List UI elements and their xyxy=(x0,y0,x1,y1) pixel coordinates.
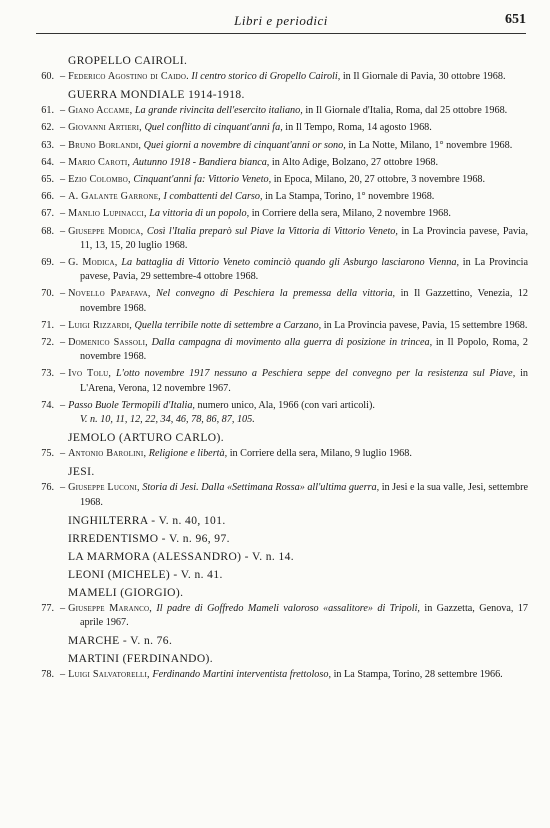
section-heading: MAMELI (GIORGIO). xyxy=(68,586,184,599)
bibliography-list xyxy=(34,50,528,685)
entry-publication: in La Stampa, Torino, 1° novembre 1968. xyxy=(265,191,435,203)
bibliography-entry xyxy=(34,173,528,187)
entry-author: Luigi Rizzardi, xyxy=(68,319,132,331)
entry-dash: – xyxy=(60,139,66,151)
bibliography-entry xyxy=(34,190,528,204)
entry-author: Giuseppe Modica, xyxy=(68,225,144,237)
entry-title: Cinquant'anni fa: Vittorio Veneto, xyxy=(133,174,272,186)
page-number: 651 xyxy=(505,12,526,27)
entry-dash: – xyxy=(60,669,66,681)
entry-number: 71. xyxy=(41,319,54,331)
bibliography-entry xyxy=(34,256,528,284)
entry-dash: – xyxy=(60,174,66,186)
entry-dash: – xyxy=(60,602,66,614)
entry-author: Mario Caroti, xyxy=(68,156,131,168)
entry-title: Dalla campagna di movimento alla guerra di posizione in trincea, xyxy=(151,337,433,349)
entry-title: Quel conflitto di cinquant'anni fa, xyxy=(144,122,283,134)
entry-author: A. Galante Garrone, xyxy=(68,191,161,203)
bibliography-entry xyxy=(34,121,528,135)
entry-dash: – xyxy=(60,288,66,300)
bibliography-entry xyxy=(34,156,528,170)
entry-author: Giano Accame, xyxy=(68,105,133,117)
entry-title: Ferdinando Martini interventista frettoloso, xyxy=(152,669,332,681)
entry-publication: in Alto Adige, Bolzano, 27 ottobre 1968. xyxy=(271,156,439,168)
bibliography-entry xyxy=(34,225,528,253)
bibliography-entry xyxy=(34,70,528,84)
section-heading: JEMOLO (ARTURO CARLO). xyxy=(68,432,225,445)
section-heading: GROPELLO CAIROLI. xyxy=(68,55,188,67)
entry-publication: in Il Tempo, Roma, 14 agosto 1968. xyxy=(285,122,432,134)
entry-author: Bruno Borlandi, xyxy=(68,139,142,151)
entry-author: Antonio Barolini, xyxy=(68,448,147,460)
bibliography-entry xyxy=(34,367,528,395)
entry-number: 62. xyxy=(41,122,54,134)
entry-publication: numero unico, Ala, 1966 (con vari articoli). xyxy=(197,399,375,411)
entry-number: 75. xyxy=(41,448,54,460)
bibliography-entry xyxy=(34,668,528,682)
entry-dash: – xyxy=(60,319,66,331)
section-heading: MARCHE - V. n. 76. xyxy=(68,635,173,648)
entry-dash: – xyxy=(60,191,66,203)
entry-number: 69. xyxy=(41,257,54,269)
section-heading: LA MARMORA (ALESSANDRO) - V. n. 14. xyxy=(68,550,295,563)
entry-publication: in Il Giornale di Pavia, 30 ottobre 1968. xyxy=(342,71,506,82)
entry-number: 73. xyxy=(41,368,54,380)
entry-dash: – xyxy=(60,156,66,168)
bibliography-entry xyxy=(34,602,528,630)
entry-title: Il centro storico di Gropello Cairoli, xyxy=(191,71,341,82)
entry-number: 74. xyxy=(41,399,54,411)
entry-dash: – xyxy=(60,257,66,269)
entry-author: Ezio Colombo, xyxy=(68,174,131,186)
bibliography-entry xyxy=(34,139,528,153)
entry-title: Nel convegno di Peschiera la premessa della vittoria, xyxy=(156,288,396,300)
entry-title: Religione e libertà, xyxy=(148,448,228,460)
entry-title: Quei giorni a novembre di cinquant'anni or sono, xyxy=(143,139,346,151)
entry-author: Luigi Salvatorelli, xyxy=(68,669,150,681)
entry-number: 68. xyxy=(41,225,54,237)
running-head-title: Libri e periodici xyxy=(234,13,328,28)
entry-dash: – xyxy=(60,368,66,380)
bibliography-entry xyxy=(34,447,528,461)
entry-dash: – xyxy=(60,482,66,494)
entry-dash: – xyxy=(60,71,66,82)
entry-title: La battaglia di Vittorio Veneto cominciò quando gli Asburgo lasciarono Vienna, xyxy=(121,257,459,269)
bibliography-entry xyxy=(34,319,528,333)
entry-title: Così l'Italia preparò sul Piave la Vittoria di Vittorio Veneto, xyxy=(146,225,398,237)
entry-title: Il padre di Goffredo Mameli valoroso «assalitore» di Tripoli, xyxy=(156,602,420,614)
entry-author: Giovanni Artieri, xyxy=(68,122,142,134)
entry-number: 70. xyxy=(41,288,54,300)
entry-publication: in Corriere della sera, Milano, 2 novembre 1968. xyxy=(251,208,451,220)
entry-dash: – xyxy=(60,122,66,134)
entry-title: La grande rivincita dell'esercito italiano, xyxy=(134,105,303,117)
bibliography-entry xyxy=(34,287,528,315)
entry-title: Storia di Jesi. Dalla «Settimana Rossa» all'ultima guerra, xyxy=(142,482,380,494)
running-head xyxy=(36,11,526,34)
entry-title: Autunno 1918 - Bandiera bianca, xyxy=(132,156,270,168)
entry-number: 72. xyxy=(41,337,54,349)
entry-author: Domenico Sassoli, xyxy=(68,337,148,349)
entry-title: I combattenti del Carso, xyxy=(163,191,263,203)
bibliography-entry xyxy=(34,481,528,509)
section-heading: JESI. xyxy=(68,466,95,479)
entry-publication: in La Stampa, Torino, 28 settembre 1966. xyxy=(333,669,503,681)
entry-publication: in Il Giornale d'Italia, Roma, dal 25 ottobre 1968. xyxy=(305,105,508,117)
section-heading: INGHILTERRA - V. n. 40, 101. xyxy=(68,514,226,527)
entry-author: Novello Papafava, xyxy=(68,288,151,300)
entry-publication: in Jesi e la sua valle, Jesi, settembre 1968. xyxy=(80,482,529,508)
entry-title: La vittoria di un popolo, xyxy=(149,208,250,220)
entry-publication: in Il Gazzettino, Venezia, 12 novembre 1968. xyxy=(80,288,529,314)
entry-number: 65. xyxy=(41,174,54,186)
entry-publication: in La Provincia pavese, Pavia, 11, 13, 15, 20 luglio 1968. xyxy=(80,225,528,251)
section-heading: GUERRA MONDIALE 1914-1918. xyxy=(68,89,245,102)
entry-number: 76. xyxy=(41,482,54,494)
entry-number: 61. xyxy=(41,105,54,117)
entry-author: Federico Agostino di Caido. xyxy=(68,71,189,82)
entry-publication: in Corriere della sera, Milano, 9 luglio 1968. xyxy=(229,448,412,460)
section-heading: IRREDENTISMO - V. n. 96, 97. xyxy=(68,532,230,545)
entry-publication: in Gazzetta, Genova, 17 aprile 1967. xyxy=(80,602,529,629)
entry-dash: – xyxy=(60,448,66,460)
entry-dash: – xyxy=(60,225,66,237)
bibliography-entry xyxy=(34,336,528,364)
bibliography-entry xyxy=(34,104,528,118)
entry-author: Manlio Lupinacci, xyxy=(68,208,147,220)
entry-cross-reference: V. n. 10, 11, 12, 22, 34, 46, 78, 86, 87, 105. xyxy=(80,414,255,426)
entry-author: Giuseppe Maranco, xyxy=(68,602,153,614)
entry-number: 66. xyxy=(41,191,54,203)
entry-dash: – xyxy=(60,337,66,349)
entry-publication: in La Provincia pavese, Pavia, 15 settembre 1968. xyxy=(323,319,528,331)
entry-dash: – xyxy=(60,105,66,117)
entry-dash: – xyxy=(60,399,66,411)
entry-number: 77. xyxy=(41,602,54,614)
entry-title: Passo Buole Termopili d'Italia, xyxy=(68,399,195,411)
entry-author: Giuseppe Luconi, xyxy=(68,482,140,494)
entry-number: 67. xyxy=(41,208,54,220)
entry-author: G. Modica, xyxy=(68,257,118,269)
entry-publication: in Il Popolo, Roma, 2 novembre 1968. xyxy=(80,337,529,363)
entry-number: 64. xyxy=(41,156,54,168)
entry-number: 63. xyxy=(41,139,54,151)
bibliography-entry xyxy=(34,207,528,221)
section-heading: MARTINI (FERDINANDO). xyxy=(68,653,214,666)
entry-author: Ivo Tolu, xyxy=(68,368,112,380)
entry-publication: in Epoca, Milano, 20, 27 ottobre, 3 novembre 1968. xyxy=(273,174,486,186)
entry-publication: in La Notte, Milano, 1° novembre 1968. xyxy=(348,139,513,151)
entry-publication: in L'Arena, Verona, 12 novembre 1967. xyxy=(80,368,528,394)
section-heading: LEONI (MICHELE) - V. n. 41. xyxy=(68,568,223,581)
entry-dash: – xyxy=(60,208,66,220)
entry-number: 78. xyxy=(41,669,54,681)
entry-title: L'otto novembre 1917 nessuno a Peschiera seppe del convegno per la resistenza sul Piave, xyxy=(116,368,516,380)
entry-number: 60. xyxy=(41,71,54,82)
entry-publication: in La Provincia pavese, Pavia, 29 settembre-4 ottobre 1968. xyxy=(80,257,529,283)
entry-title: Quella terribile notte di settembre a Carzano, xyxy=(134,319,322,331)
bibliography-entry xyxy=(34,399,528,427)
